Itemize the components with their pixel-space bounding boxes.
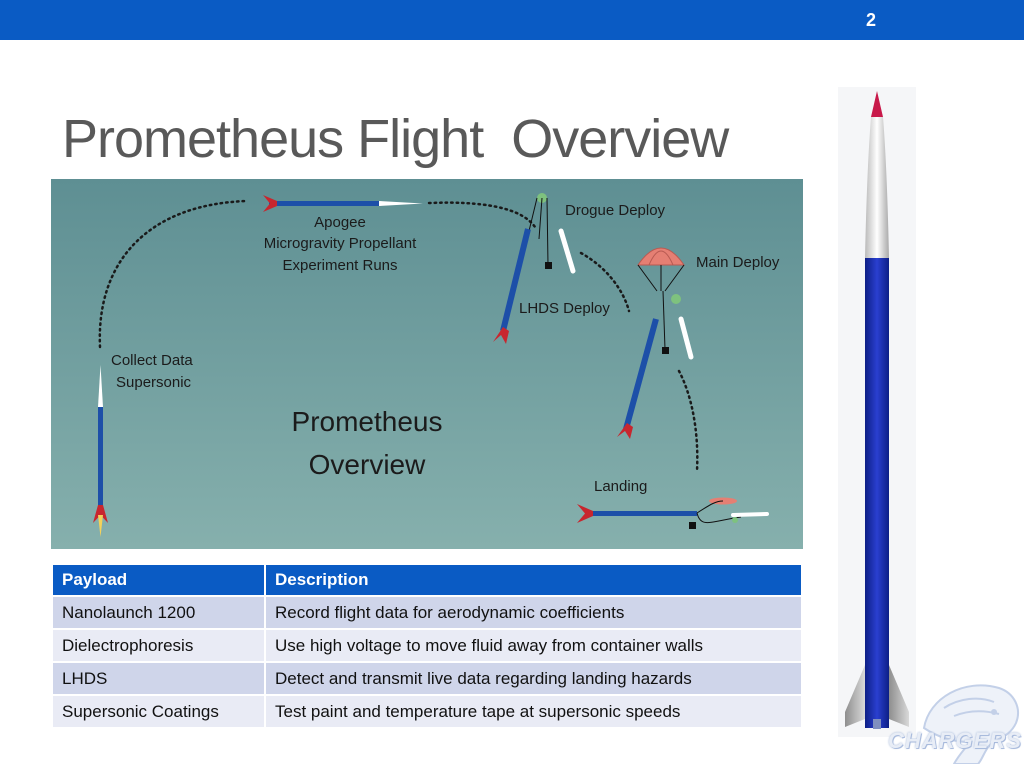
rocket-illustration bbox=[838, 87, 916, 737]
description-cell: Record flight data for aerodynamic coefficients bbox=[266, 597, 801, 628]
table-row bbox=[53, 597, 801, 628]
description-cell: Detect and transmit live data regarding landing hazards bbox=[266, 663, 801, 694]
payload-cell: Nanolaunch 1200 bbox=[53, 597, 264, 628]
lhds-deploy-label: LHDS Deploy bbox=[519, 300, 610, 317]
drogue-deploy-label: Drogue Deploy bbox=[565, 202, 666, 219]
apogee-label-line3: Experiment Runs bbox=[282, 257, 398, 274]
collect-data-label: Collect Data bbox=[111, 352, 193, 369]
header-bar bbox=[0, 0, 1024, 40]
payload-cell: Dielectrophoresis bbox=[53, 630, 264, 661]
chargers-logo-text: CHARGERS bbox=[888, 728, 1022, 753]
payload-cell: Supersonic Coatings bbox=[53, 696, 264, 727]
flight-overview-diagram bbox=[51, 179, 803, 549]
landing-label: Landing bbox=[594, 478, 648, 495]
description-cell: Test paint and temperature tape at supersonic speeds bbox=[266, 696, 801, 727]
main-deploy-label: Main Deploy bbox=[696, 254, 780, 271]
header-payload: Payload bbox=[53, 565, 264, 595]
slide-number: 2 bbox=[865, 10, 876, 30]
slide-title: Prometheus Flight Overview bbox=[62, 109, 729, 169]
payload-table bbox=[51, 563, 803, 729]
supersonic-label: Supersonic bbox=[116, 374, 192, 391]
rocket-image bbox=[838, 87, 916, 737]
table-row bbox=[53, 663, 801, 694]
description-cell: Use high voltage to move fluid away from container walls bbox=[266, 630, 801, 661]
flight-diagram-svg bbox=[51, 179, 803, 549]
table-header-row bbox=[53, 565, 801, 595]
apogee-label-line2: Microgravity Propellant bbox=[263, 235, 417, 252]
table-row bbox=[53, 696, 801, 727]
table-row bbox=[53, 630, 801, 661]
payload-cell: LHDS bbox=[53, 663, 264, 694]
apogee-label: Apogee bbox=[314, 214, 366, 231]
header-description: Description bbox=[266, 565, 801, 595]
center-title-line2: Overview bbox=[308, 449, 426, 480]
center-title-line1: Prometheus bbox=[291, 406, 443, 437]
